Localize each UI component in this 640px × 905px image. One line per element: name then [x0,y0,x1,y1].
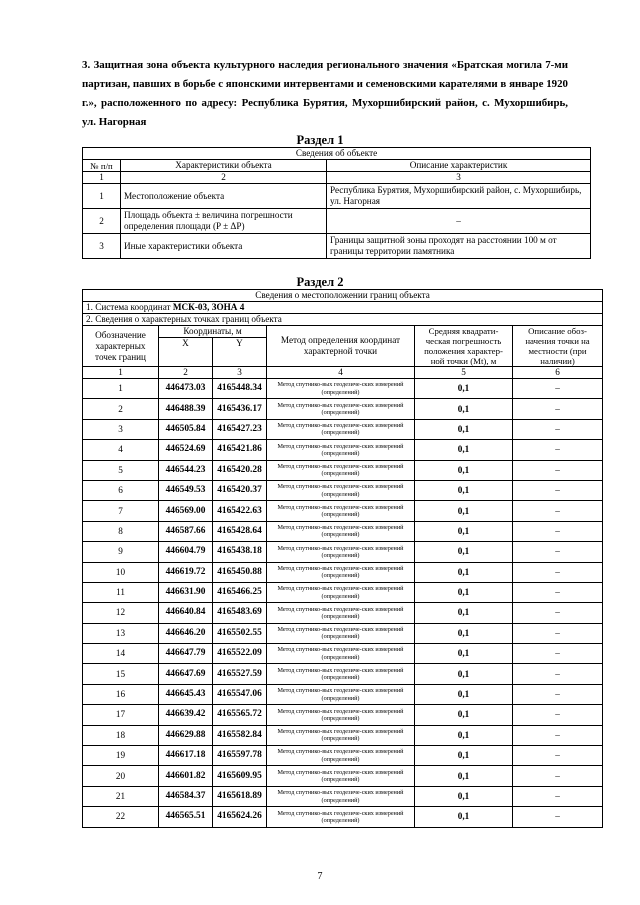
row-description: Республика Бурятия, Мухоршибирский район, с. Мухоршибирь, ул. Нагорная [327,184,591,209]
document-heading: 3. Защитная зона объекта культурного наследия регионального значения «Братская могила 7-ми партизан, павших в борьбе с японскими интервентами и семеновскими карателями в январе 1920 г.», расположенного по адресу: Республика Бурятия, Мухоршибирский район, с. Мухоршибирь, ул. Нагорная [82,59,568,128]
point-number: 17 [83,705,159,725]
point-accuracy: 0,1 [415,562,513,582]
point-description: – [513,440,603,460]
points-body [83,379,603,828]
coordinate-system-row [83,302,603,314]
table-header-row [83,326,603,338]
coordinate-system-label: 1. Система координат [86,302,173,312]
coordinate-x: 446544.23 [159,460,213,480]
table-row [83,582,603,602]
point-method: Метод спутнико-вых геодезиче-ских измерений (определений) [267,542,415,562]
column-number: 2 [159,367,213,379]
point-method: Метод спутнико-вых геодезиче-ских измерений (определений) [267,419,415,439]
header-characteristic: Характеристики объекта [121,160,327,172]
row-characteristic: Иные характеристики объекта [121,234,327,259]
coordinate-y: 4165420.37 [213,480,267,500]
point-number: 10 [83,562,159,582]
point-method: Метод спутнико-вых геодезиче-ских измерений (определений) [267,807,415,827]
point-number: 16 [83,684,159,704]
table-row [83,440,603,460]
table-row [83,684,603,704]
coordinate-y: 4165466.25 [213,582,267,602]
coordinate-x: 446569.00 [159,501,213,521]
point-number: 14 [83,644,159,664]
header-method: Метод определения координат характерной точки [267,326,415,367]
point-method: Метод спутнико-вых геодезиче-ских измерений (определений) [267,705,415,725]
column-number: 2 [121,172,327,184]
coordinate-y: 4165450.88 [213,562,267,582]
header-accuracy: Средняя квадрати-ческая погрешность положения характер-ной точки (Mt), м [415,326,513,367]
point-number: 6 [83,480,159,500]
table-row [83,725,603,745]
coordinate-x: 446619.72 [159,562,213,582]
coordinate-x: 446640.84 [159,603,213,623]
table-row [83,419,603,439]
object-info-table [82,147,591,259]
column-numbers-row [83,172,591,184]
point-number: 4 [83,440,159,460]
point-description: – [513,623,603,643]
column-number: 1 [83,172,121,184]
point-accuracy: 0,1 [415,582,513,602]
point-accuracy: 0,1 [415,746,513,766]
coordinate-y: 4165427.23 [213,419,267,439]
point-method: Метод спутнико-вых геодезиче-ских измерений (определений) [267,440,415,460]
point-number: 3 [83,419,159,439]
page-number: 7 [317,871,323,882]
coordinate-x: 446631.90 [159,582,213,602]
table-row [83,460,603,480]
coordinate-x: 446647.79 [159,644,213,664]
point-number: 19 [83,746,159,766]
row-number: 1 [83,184,121,209]
coordinate-x: 446505.84 [159,419,213,439]
table-row [83,184,591,209]
point-accuracy: 0,1 [415,603,513,623]
table-row [83,664,603,684]
table-row [83,603,603,623]
table-row [83,766,603,786]
point-method: Метод спутнико-вых геодезиче-ских измерений (определений) [267,399,415,419]
point-description: – [513,460,603,480]
column-number: 6 [513,367,603,379]
table-row [83,705,603,725]
header-number: № п/п [83,160,121,172]
table-row [83,399,603,419]
coordinate-y: 4165527.59 [213,664,267,684]
point-description: – [513,582,603,602]
table-row [83,623,603,643]
header-description: Описание характеристик [327,160,591,172]
table-row [83,542,603,562]
point-accuracy: 0,1 [415,644,513,664]
table-row [83,786,603,806]
coordinate-y: 4165421.86 [213,440,267,460]
coordinate-y: 4165597.78 [213,746,267,766]
coordinate-y: 4165502.55 [213,623,267,643]
coordinate-x: 446565.51 [159,807,213,827]
point-description: – [513,664,603,684]
header-description: Описание обоз-начения точки на местности (при наличии) [513,326,603,367]
header-y: Y [213,338,267,367]
coordinate-y: 4165420.28 [213,460,267,480]
point-method: Метод спутнико-вых геодезиче-ских измерений (определений) [267,562,415,582]
point-number: 18 [83,725,159,745]
table-row [83,807,603,827]
column-number: 3 [213,367,267,379]
coordinate-x: 446645.43 [159,684,213,704]
table-row [83,379,603,399]
column-number: 1 [83,367,159,379]
point-method: Метод спутнико-вых геодезиче-ских измерений (определений) [267,786,415,806]
point-method: Метод спутнико-вых геодезиче-ских измерений (определений) [267,623,415,643]
column-numbers-row [83,367,603,379]
section-2-title: Раздел 2 [296,275,344,289]
point-number: 21 [83,786,159,806]
row-description: Границы защитной зоны проходят на расстоянии 100 м от границы территории памятника [327,234,591,259]
point-description: – [513,746,603,766]
coordinate-y: 4165547.06 [213,684,267,704]
coordinate-x: 446473.03 [159,379,213,399]
point-accuracy: 0,1 [415,807,513,827]
coordinate-x: 446488.39 [159,399,213,419]
point-description: – [513,684,603,704]
table-caption-row [83,148,591,160]
point-accuracy: 0,1 [415,684,513,704]
coordinate-y: 4165565.72 [213,705,267,725]
point-number: 8 [83,521,159,541]
coordinate-x: 446604.79 [159,542,213,562]
table-row [83,209,591,234]
point-method: Метод спутнико-вых геодезиче-ских измерений (определений) [267,501,415,521]
coordinate-x: 446601.82 [159,766,213,786]
coordinate-system [83,302,603,314]
coordinate-y: 4165609.95 [213,766,267,786]
point-description: – [513,725,603,745]
coordinate-x: 446584.37 [159,786,213,806]
row-characteristic: Площадь объекта ± величина погрешности определения площади (P ± ΔP) [121,209,327,234]
header-x: X [159,338,213,367]
coordinate-y: 4165428.64 [213,521,267,541]
point-accuracy: 0,1 [415,460,513,480]
point-description: – [513,603,603,623]
points-info-label: 2. Сведения о характерных точках границ объекта [83,314,603,326]
point-accuracy: 0,1 [415,786,513,806]
point-description: – [513,562,603,582]
table-row [83,644,603,664]
coordinate-system-value: МСК-03, ЗОНА 4 [172,302,245,312]
point-method: Метод спутнико-вых геодезиче-ских измерений (определений) [267,746,415,766]
header-point: Обозначение характерных точек границ [83,326,159,367]
point-method: Метод спутнико-вых геодезиче-ских измерений (определений) [267,582,415,602]
row-number: 3 [83,234,121,259]
point-description: – [513,419,603,439]
point-method: Метод спутнико-вых геодезиче-ских измерений (определений) [267,379,415,399]
coordinate-x: 446524.69 [159,440,213,460]
point-accuracy: 0,1 [415,725,513,745]
coordinate-x: 446646.20 [159,623,213,643]
point-number: 20 [83,766,159,786]
coordinate-x: 446549.53 [159,480,213,500]
table-caption: Сведения о местоположении границ объекта [83,290,603,302]
table-caption-row [83,290,603,302]
point-accuracy: 0,1 [415,542,513,562]
point-accuracy: 0,1 [415,440,513,460]
point-description: – [513,480,603,500]
coordinate-x: 446647.69 [159,664,213,684]
table-row [83,521,603,541]
column-number: 3 [327,172,591,184]
point-method: Метод спутнико-вых геодезиче-ских измерений (определений) [267,664,415,684]
point-number: 2 [83,399,159,419]
coordinate-y: 4165438.18 [213,542,267,562]
point-description: – [513,705,603,725]
header-coordinates: Координаты, м [159,326,267,338]
point-number: 13 [83,623,159,643]
point-number: 12 [83,603,159,623]
table-row [83,480,603,500]
point-description: – [513,766,603,786]
point-accuracy: 0,1 [415,480,513,500]
point-description: – [513,399,603,419]
point-number: 5 [83,460,159,480]
point-description: – [513,501,603,521]
table-row [83,501,603,521]
coordinate-x: 446629.88 [159,725,213,745]
table-row [83,746,603,766]
coordinate-x: 446617.18 [159,746,213,766]
point-accuracy: 0,1 [415,419,513,439]
point-method: Метод спутнико-вых геодезиче-ских измерений (определений) [267,521,415,541]
point-accuracy: 0,1 [415,521,513,541]
point-accuracy: 0,1 [415,705,513,725]
table-caption: Сведения об объекте [83,148,591,160]
points-info-row [83,314,603,326]
boundary-points-table [82,289,603,828]
point-method: Метод спутнико-вых геодезиче-ских измерений (определений) [267,644,415,664]
point-method: Метод спутнико-вых геодезиче-ских измерений (определений) [267,684,415,704]
row-characteristic: Местоположение объекта [121,184,327,209]
coordinate-y: 4165436.17 [213,399,267,419]
column-number: 4 [267,367,415,379]
point-description: – [513,379,603,399]
point-method: Метод спутнико-вых геодезиче-ских измерений (определений) [267,725,415,745]
point-description: – [513,521,603,541]
coordinate-y: 4165522.09 [213,644,267,664]
coordinate-y: 4165448.34 [213,379,267,399]
point-number: 1 [83,379,159,399]
coordinate-y: 4165422.63 [213,501,267,521]
point-method: Метод спутнико-вых геодезиче-ских измерений (определений) [267,480,415,500]
column-number: 5 [415,367,513,379]
coordinate-y: 4165483.69 [213,603,267,623]
point-method: Метод спутнико-вых геодезиче-ских измерений (определений) [267,460,415,480]
point-accuracy: 0,1 [415,766,513,786]
point-number: 15 [83,664,159,684]
point-description: – [513,786,603,806]
point-description: – [513,644,603,664]
point-method: Метод спутнико-вых геодезиче-ских измерений (определений) [267,766,415,786]
point-accuracy: 0,1 [415,623,513,643]
row-number: 2 [83,209,121,234]
coordinate-x: 446587.66 [159,521,213,541]
coordinate-y: 4165618.89 [213,786,267,806]
point-number: 7 [83,501,159,521]
point-method: Метод спутнико-вых геодезиче-ских измерений (определений) [267,603,415,623]
point-accuracy: 0,1 [415,501,513,521]
point-description: – [513,542,603,562]
point-accuracy: 0,1 [415,379,513,399]
coordinate-y: 4165624.26 [213,807,267,827]
table-row [83,234,591,259]
point-number: 11 [83,582,159,602]
point-number: 22 [83,807,159,827]
table-header-row [83,160,591,172]
point-description: – [513,807,603,827]
section-1-title: Раздел 1 [296,133,344,147]
point-accuracy: 0,1 [415,399,513,419]
coordinate-y: 4165582.84 [213,725,267,745]
table-row [83,562,603,582]
point-number: 9 [83,542,159,562]
point-accuracy: 0,1 [415,664,513,684]
coordinate-x: 446639.42 [159,705,213,725]
row-description: – [327,209,591,234]
